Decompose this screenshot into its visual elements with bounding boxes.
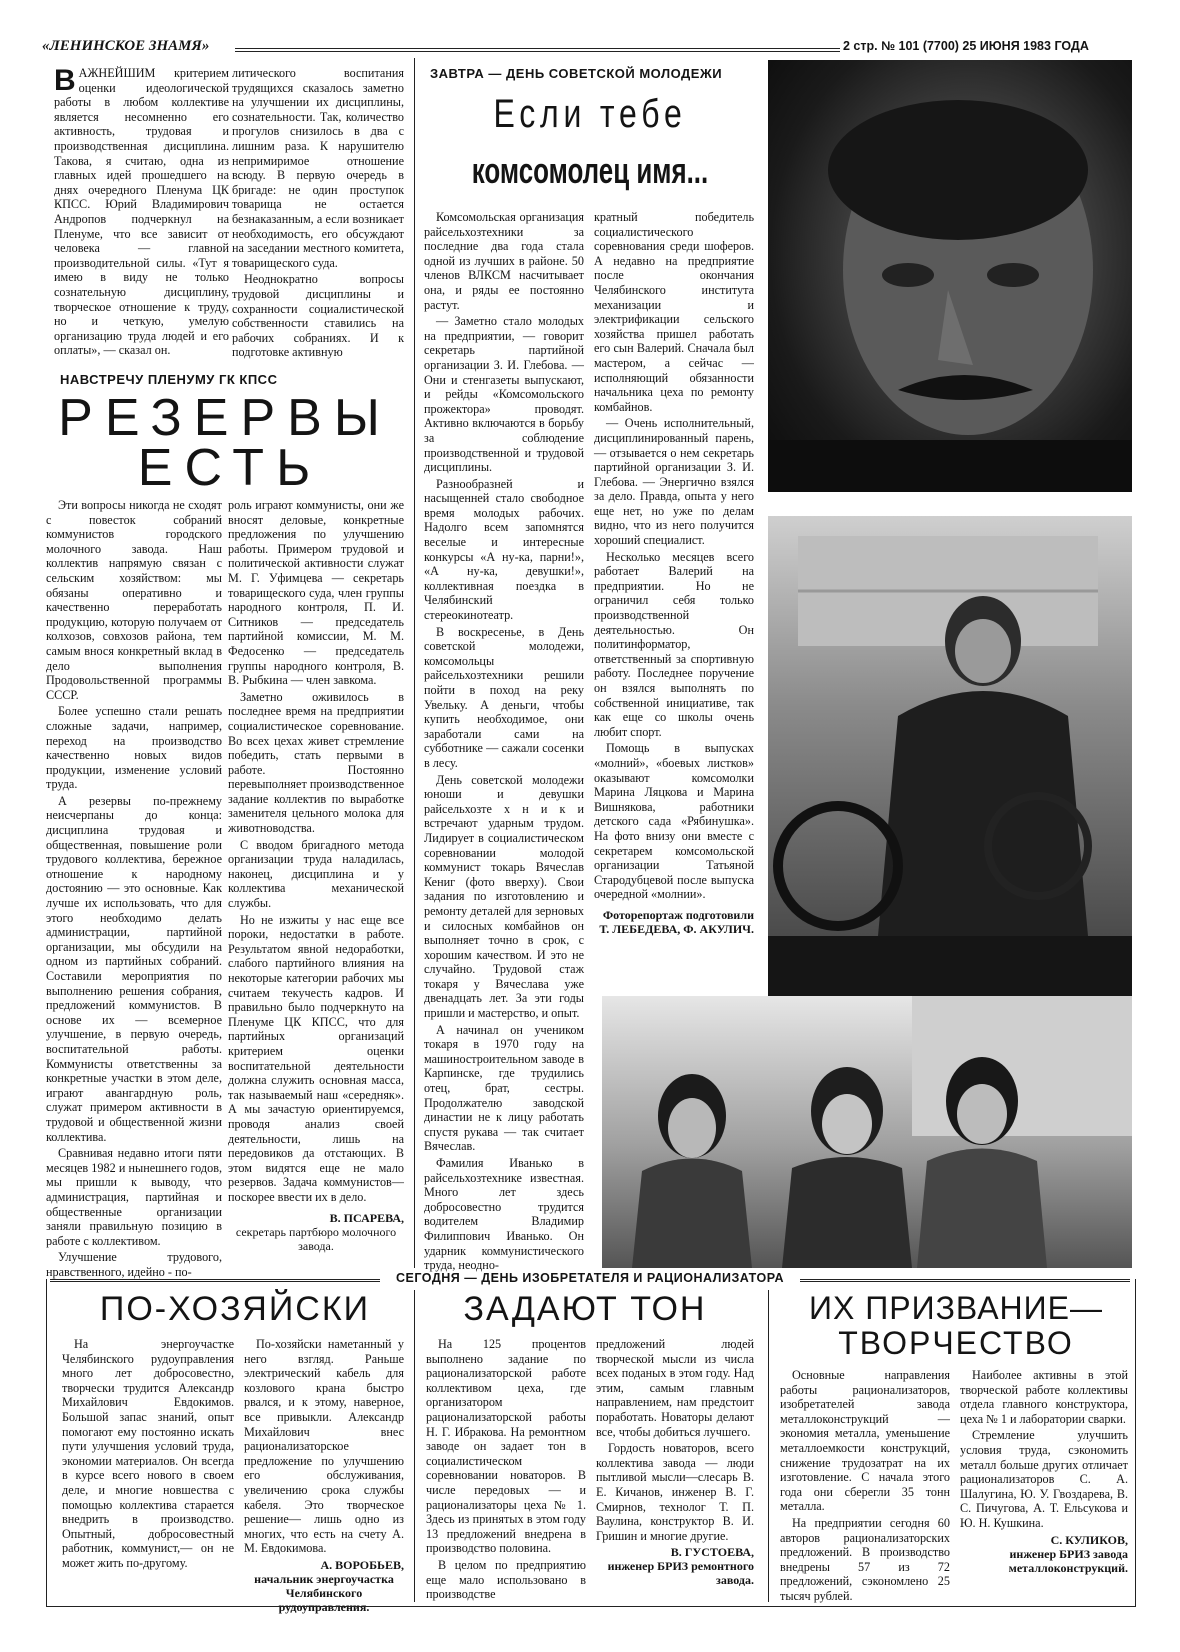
reserves-kicker: НАВСТРЕЧУ ПЛЕНУМУ ГК КПСС — [60, 372, 278, 387]
tvorchestvo-p1: Основные направления работы рационализаторов, изобретателей завода металлоконструкций — экономия металла, уменьшение металлоемкости конструкций, снижение трудозатрат на их изготовление. С начала этого года они сберегли 35 тонн металла. — [780, 1368, 950, 1514]
tvorchestvo-p4: Стремление улучшить условия труда, сэкономить металл больше других отличает рационализаторов С. А. Шалугина, Ю. У. Гвоздарева, В. С. Пичугова, А. Т. Ельсукова и Ю. Н. Кушкина. — [960, 1428, 1128, 1530]
ton-p3: предложений людей творческой мысли из числа всех поданых в этом году. Над этим, самым главным направлением, нам предстоит поработать. Новаторы делают все, чтобы добиться лучшего. — [596, 1337, 754, 1439]
hozyaiski-signature-role: начальник энергоучастка Челябинского рудоуправления. — [254, 1571, 394, 1614]
column-divider-1 — [414, 58, 415, 1268]
reserves-body-col1 — [46, 498, 222, 1279]
ton-signature: В. ГУСТОЕВА, — [670, 1545, 754, 1560]
komsomol-p8: кратный победитель социалистического соревнования среди шоферов. А недавно на предприятие после окончания Челябинского института механизации и электрификации сельского хозяйства пришел работать его сын Валерий. Сначала был мастером, а сейчас — исполняющий обязанности начальника цеха по ремонту комбайнов. — [594, 210, 754, 414]
reserves-intro-p2: Неоднократно вопросы трудовой дисциплины и сохранности социалистической собственности ставились на рабочих собраниях. И к подготовке активную — [232, 272, 404, 360]
masthead-issue: 2 стр. № 101 (7700) 25 ИЮНЯ 1983 ГОДА — [843, 39, 1089, 53]
reserves-body-col2 — [228, 498, 405, 1253]
tvorchestvo-headline-2: ТВОРЧЕСТВО — [838, 1325, 1074, 1361]
masthead-paper: «ЛЕНИНСКОЕ ЗНАМЯ» — [42, 38, 210, 54]
komsomol-p4: В воскресенье, в День советской молодежи, комсомольцы райсельхозтехники решили пойти в поход на реку Увельку. А деньги, чтобы купить необходимое, они заработали сами на субботнике — сажали сосенки в лесу. — [424, 624, 584, 770]
ton-headline: ЗАДАЮТ ТОН — [463, 1290, 707, 1328]
section-banner: СЕГОДНЯ — ДЕНЬ ИЗОБРЕТАТЕЛЯ И РАЦИОНАЛИЗАТОРА — [396, 1271, 784, 1285]
reserves-p7: Заметно оживилось в последнее время на предприятии социалистическое соревнование. Во всех цехах живет стремление победить, стать первыми в работе. Постоянно перевыполняет производственное задание коллектив по выработке заменителя цельного молока для животноводства. — [228, 689, 405, 836]
reserves-p4: Сравнивая недавно итоги пяти месяцев 1982 и нынешнего годов, мы пришли к выводу, что администрация, партийная и общественные организации заняли правильную позицию в работе с коллективом. — [46, 1146, 222, 1248]
hozyaiski-p2: По-хозяйски наметанный у него взгляд. Раньше электрический кабель для козлового крана быстро рвался, и к этому, наверное, все привыкли. Александр Михайлович внес рационализаторское предложение по улучшению его обслуживания, увеличению срока службы кабеля. Это творческое решение— лишь одно из многих, что есть на счету А. М. Евдокимова. — [244, 1337, 404, 1556]
photo-three-women — [602, 996, 1132, 1268]
reserves-intro-col1 — [54, 66, 229, 366]
masthead-rule — [235, 48, 840, 52]
tvorchestvo-p2: На предприятии сегодня 60 авторов рационализаторских предложений. В производство внедрены 57 из 72 предложений, сэкономлено 25 тысяч рублей. — [780, 1515, 950, 1603]
tvorchestvo-signature-role: инженер БРИЗ завода металлоконструкций. — [1008, 1546, 1128, 1575]
komsomol-p1: Комсомольская организация райсельхозтехники за последние два года стала одной из лучших в районе. 50 членов ВЛКСМ насчитывает она, и ряды ее постоянно растут. — [424, 210, 584, 312]
bottom-section-frame — [46, 1279, 1136, 1607]
reserves-signature: В. ПСАРЕВА, — [329, 1210, 404, 1225]
reserves-intro-col2 — [232, 66, 404, 366]
komsomol-col1 — [424, 210, 584, 1273]
komsomol-p10: Несколько месяцев всего работает Валерий на предприятии. Но не ограничил себя только производственной деятельностью. Он политинформатор, ответственный за спортивную работу. Последнее поручение он взялся выполнять по собственной инициативе, так как еще со школы очень любит спорт. — [594, 549, 754, 739]
reserves-p3: А резервы по-прежнему неисчерпаны до конца: дисциплина трудовая и общественная, повышение роли трудового коллектива, бережное отношение к народному достоянию — это основные. Как лучше их использовать, что для этого необходимо делать администрации, партийной организации, мы обсудили на одном из партийных собраний. Составили мероприятия по выполнению решения собрания, предложений коммунистов. В основе их — всемерное улучшение, в первую очередь, воспитательной работы. Коммунисты ответственны за конкретные участки в этом деле, играют авангардную роль, служат примером активности в трудовой и общественной жизни коллектива. — [46, 793, 222, 1144]
tvorchestvo-signature: С. КУЛИКОВ, — [1050, 1532, 1128, 1547]
worker-sketch — [768, 516, 1132, 996]
komsomol-photo-credit: Фоторепортаж подготовили Т. ЛЕБЕДЕВА, Ф. АКУЛИЧ. — [599, 907, 754, 936]
ton-p2: В целом по предприятию еще мало использовано в производстве — [426, 1557, 586, 1602]
tvorchestvo-headline-1: ИХ ПРИЗВАНИЕ— — [809, 1290, 1103, 1326]
komsomol-headline-2: комсомолец имя... — [471, 150, 709, 191]
reserves-headline-2: ЕСТЬ — [137, 439, 323, 497]
reserves-dropcap: В — [54, 64, 76, 97]
komsomol-p6: А начинал он учеником токаря в 1970 году на машиностроительном заводе в Карпинске, где трудились отец, брат, сестры. Продолжателю заводской династии не к лицу работать спустя рукава — так считает Вячеслав. — [424, 1022, 584, 1154]
ton-p1: На 125 процентов выполнено задание по рационализаторской работе коллективом цеха, где организатором рационализаторской работы Н. Г. Ибракова. На ремонтном заводе он задает тон в социалистическом соревновании новаторов. В числе передовых — и рационализаторы цеха № 1. Здесь из принятых в этом году 13 предложений внедрена в производство половина. — [426, 1337, 586, 1556]
komsomol-p9: — Очень исполнительный, дисциплинированный парень, — отзывается о нем секретарь партийной организации З. И. Глебова. — Энергично взялся за дело. Правда, опыта у него еще нет, но уже по делам видно, что из него получится хороший специалист. — [594, 416, 754, 548]
reserves-signature-role: секретарь партбюро молочного завода. — [235, 1224, 397, 1253]
komsomol-kicker: ЗАВТРА — ДЕНЬ СОВЕТСКОЙ МОЛОДЕЖИ — [430, 66, 723, 81]
reserves-p5: Улучшение трудового, нравственного, идейно - по- — [46, 1250, 222, 1279]
komsomol-p11: Помощь в выпусках «молний», «боевых листков» оказывают комсомолки Марина Ляцкова и Марина Вишнякова, работники детского сада «Рябинушка». На фото внизу они вместе с секретарем комсомольской организации Татьяной Стародубцевой после выпуска очередной «молнии». — [594, 741, 754, 902]
komsomol-col2 — [594, 210, 754, 990]
reserves-headline-1: РЕЗЕРВЫ — [58, 389, 392, 447]
reserves-p6: роль играют коммунисты, они же вносят деловые, конкретные предложения по улучшению работы. Примером трудовой и политической активности служат М. Г. Уфимцева — секретарь товарищеского суда, член группы народного контроля, П. И. Ситников — председатель партийной комиссии, М. М. Федосенко — председатель группы народного контроля, В. В. Рыбкина — член завкома. — [228, 498, 404, 688]
photo-worker-lathe — [768, 516, 1132, 996]
hozyaiski-headline: ПО-ХОЗЯЙСКИ — [99, 1290, 371, 1328]
komsomol-p3: Разнообразней и насыщенней стало свободное время молодых рабочих. Надолго всем запомнятся веселые и интересные конкурсы «А ну-ка, парни!», «А ну-ка, девушки!», коллективная поездка в Челябинский стереокинотеатр. — [424, 476, 584, 623]
reserves-intro-p1: литического воспитания трудящихся сказалось заметно на улучшении их дисциплины, сознательности. Так, количество прогулов снизилось в два с лишним раза. К нарушителю непримиримое отношение всюду. В первую очередь в бригаде: не один проступок товарища не остается безнаказанным, а если возникает необходимость, его обсуждают на заседании местного комитета, товарищеского суда. — [232, 66, 404, 270]
komsomol-p2: — Заметно стало молодых на предприятии, — говорит секретарь партийной организации З. И. Глебова. — Они и стенгазеты выпускают, и рейды «Комсомольского прожектора» проводят. Активно включаются в борьбу за соблюдение производственной и трудовой дисциплины. — [424, 314, 584, 475]
women-sketch — [602, 996, 1132, 1268]
hozyaiski-p1: На энергоучастке Челябинского рудоуправления много лет добросовестно, творчески трудится Александр Михайлович Евдокимов. Большой запас знаний, опыт помогают ему постоянно искать пути улучшения условий труда, экономии материалов. Он всегда в курсе всего нового в своем деле, и многие новшества с помощью коллектива старается внедрить в производство. Опытный, добросовестный работник, коммунист,— он не может жить по-другому. — [62, 1337, 234, 1570]
ton-signature-role: инженер БРИЗ ремонтного завода. — [607, 1559, 754, 1588]
reserves-p9: Но не изжиты у нас еще все пороки, недостатки в работе. Результатом явной недоработки, слабого партийного влияния на некоторые категории рабочих мы считаем текучесть кадров. И правильно было подчеркнуто на Пленуме ЦК КПСС, что для партийных организаций критерием оценки воспитательной деятельности должна служить основная масса, так называемый наш «середняк». А мы зачастую ориентируемся, проводя анализ своей деятельности, лишь на передовиков да отстающих. В этом видятся еще не мало резервов. Задача коммунистов—поскорее ввести их в дело. — [228, 912, 404, 1204]
reserves-p8: С вводом бригадного метода организации труда наладилась, наконец, дисциплина и у коллектива механической службы. — [228, 837, 404, 911]
hozyaiski-signature: А. ВОРОБЬЕВ, — [320, 1557, 404, 1572]
reserves-p2: Более успешно стали решать сложные задачи, например, переход на производство качественно новых видов продукции, изменение условий труда. — [46, 704, 222, 792]
reserves-intro-text: АЖНЕЙШИМ критерием оценки идеологической работы в любом коллективе является несомненно его активность, трудовая и производственная дисциплина. Такова, я считаю, одна из главных идей прошедшего на днях очередного Пленума ЦК КПСС. Юрий Владимирович Андропов подчеркнул на Пленуме, что все зависит от человека — главной производительной силы. «Тут я имею в виду не только сознательную дисциплину, творческое отношение к труду, но и четкую, умелую организацию труда людей и его оплаты», — сказал он. — [54, 66, 229, 358]
photo-portrait-man — [768, 60, 1132, 492]
komsomol-p7: Фамилия Иванько в райсельхозтехнике известная. Много лет здесь добросовестно трудится водителем Владимир Филиппович Иванько. Он ударник коммунистического труда, неодно- — [424, 1156, 584, 1273]
komsomol-p5: День советской молодежи юноши и девушки райсельхозте х н и к и встречают ударным трудом. Лидирует в социалистическом соревновании молодой коммунист токарь Вячеслав Кениг (фото вверху). Свои задания по изготовлению и ремонту деталей для зерновых и силосных комбайнов он выполняет точно в срок, с хорошим качеством. И это не случайно. Трудовой стаж токаря у Вячеслава уже двенадцать лет. За эти годы пришли и мастерство, и опыт. — [424, 772, 584, 1021]
tvorchestvo-p3: Наиболее активны в этой творческой работе коллективы отдела главного конструктора, цеха № 1 и лаборатории сварки. — [960, 1368, 1128, 1426]
ton-p4: Гордость новаторов, всего коллектива завода — люди пытливой мысли—слесарь В. Е. Кичанов, инженер В. Г. Смирнов, технолог Т. П. Ваулина, конструктор В. И. Гришин и многие другие. — [596, 1441, 754, 1543]
reserves-p1: Эти вопросы никогда не сходят с повесток собраний коммунистов городского молочного завода. Наш коллектив напрямую связан с сельским хозяйством: мы обязаны оперативно и качественно переработать продукцию, которую получаем от колхозов, совхозов района, тем самым внося конкретный вклад в дело выполнения Продовольственной программы СССР. — [46, 498, 222, 702]
komsomol-headline-1: Если тебе — [493, 92, 687, 136]
portrait-sketch — [768, 60, 1132, 492]
